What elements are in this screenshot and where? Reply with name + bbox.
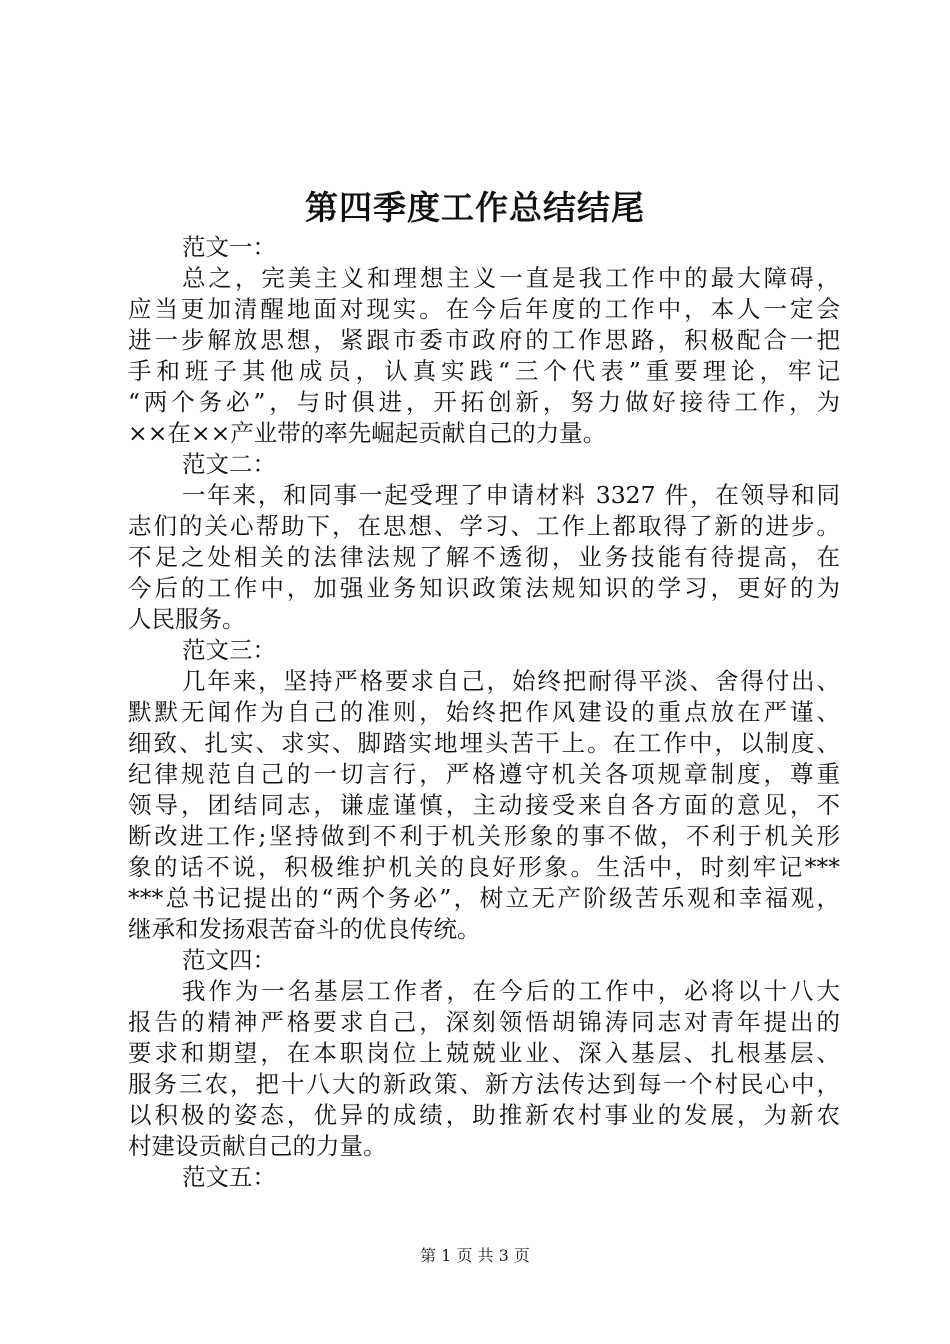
paragraph-line: 象的话不说，积极维护机关的良好形象。生活中，时刻牢记*** — [128, 853, 840, 881]
paragraph-line: 继承和发扬艰苦奋斗的优良传统。 — [128, 915, 481, 943]
paragraph-line: “两个务必”，与时俱进，开拓创新，努力做好接待工作，为 — [128, 388, 840, 416]
paragraph-line: 几年来，坚持严格要求自己，始终把耐得平淡、舍得付出、 — [182, 667, 840, 695]
section-heading: 范文四： — [182, 946, 276, 974]
paragraph-line: 志们的关心帮助下，在思想、学习、工作上都取得了新的进步。 — [128, 512, 840, 540]
paragraph-line: 领导，团结同志，谦虚谨慎，主动接受来自各方面的意见，不 — [128, 791, 840, 819]
page-footer: 第 1 页 共 3 页 — [420, 1246, 530, 1265]
paragraph-line: 不足之处相关的法律法规了解不透彻，业务技能有待提高，在 — [128, 543, 840, 571]
paragraph-line: 断改进工作;坚持做到不利于机关形象的事不做，不利于机关形 — [128, 822, 840, 850]
paragraph-line: 应当更加清醒地面对现实。在今后年度的工作中，本人一定会 — [128, 295, 840, 323]
section-heading: 范文三： — [182, 636, 276, 664]
paragraph-line: 报告的精神严格要求自己，深刻领悟胡锦涛同志对青年提出的 — [128, 1008, 840, 1036]
paragraph-line: ××在××产业带的率先崛起贡献自己的力量。 — [128, 419, 607, 447]
paragraph-line: 村建设贡献自己的力量。 — [128, 1132, 387, 1160]
paragraph-line: 细致、扎实、求实、脚踏实地埋头苦干上。在工作中，以制度、 — [128, 729, 840, 757]
paragraph-line: 要求和期望，在本职岗位上兢兢业业、深入基层、扎根基层、 — [128, 1039, 840, 1067]
paragraph-line: 进一步解放思想，紧跟市委市政府的工作思路，积极配合一把 — [128, 326, 840, 354]
document-title: 第四季度工作总结结尾 — [305, 188, 645, 227]
paragraph-line: 以积极的姿态，优异的成绩，助推新农村事业的发展，为新农 — [128, 1101, 840, 1129]
paragraph-line: 人民服务。 — [128, 605, 246, 633]
paragraph-line: 服务三农，把十八大的新政策、新方法传达到每一个村民心中， — [128, 1070, 840, 1098]
paragraph-line: 手和班子其他成员，认真实践“三个代表”重要理论，牢记 — [128, 357, 840, 385]
paragraph-line: 总之，完美主义和理想主义一直是我工作中的最大障碍， — [182, 264, 840, 292]
section-heading: 范文五： — [182, 1163, 276, 1191]
document-body — [128, 232, 840, 1193]
paragraph-line: 我作为一名基层工作者，在今后的工作中，必将以十八大 — [182, 977, 840, 1005]
paragraph-line: 纪律规范自己的一切言行，严格遵守机关各项规章制度，尊重 — [128, 760, 840, 788]
paragraph-line: 一年来，和同事一起受理了申请材料 3327 件，在领导和同 — [182, 481, 840, 509]
paragraph-line: 今后的工作中，加强业务知识政策法规知识的学习，更好的为 — [128, 574, 840, 602]
section-heading: 范文一： — [182, 233, 276, 261]
section-heading: 范文二： — [182, 450, 276, 478]
paragraph-line: ***总书记提出的“两个务必”，树立无产阶级苦乐观和幸福观， — [128, 884, 840, 912]
paragraph-line: 默默无闻作为自己的准则，始终把作风建设的重点放在严谨、 — [128, 698, 840, 726]
